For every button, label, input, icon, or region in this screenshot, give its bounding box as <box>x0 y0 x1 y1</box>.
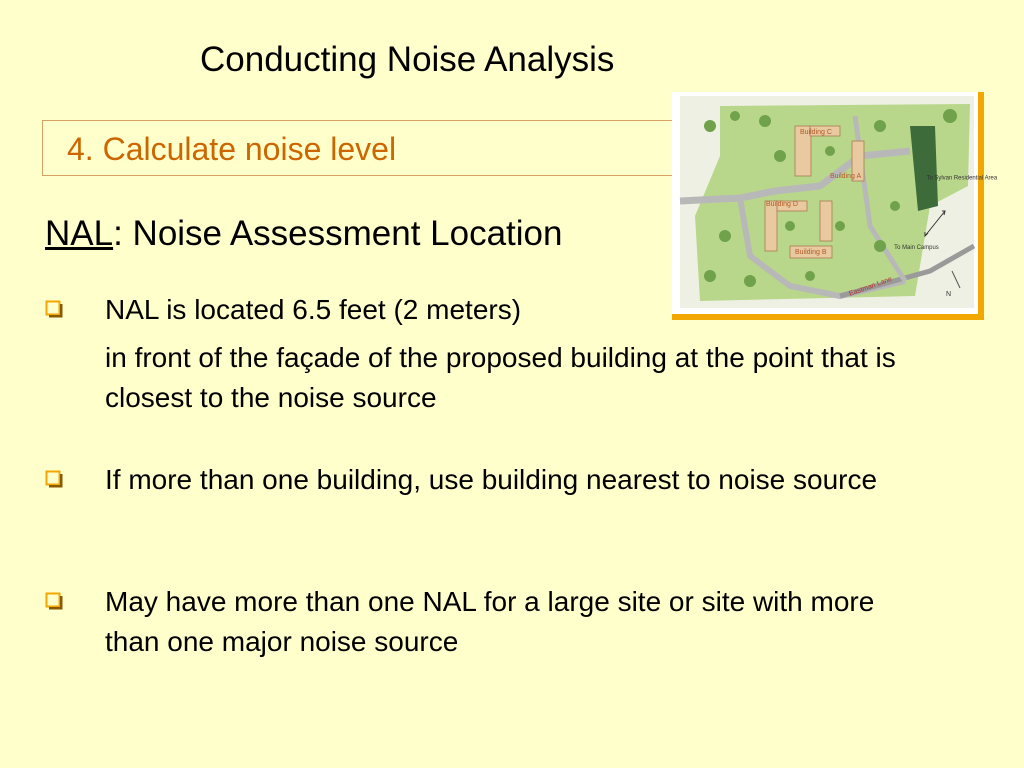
bullet-text-2: If more than one building, use building nearest to noise source <box>105 464 878 495</box>
bullet-text-1: NAL is located 6.5 feet (2 meters) <box>105 294 522 325</box>
north-label: N <box>946 291 952 298</box>
subtitle-text: 4. Calculate noise level <box>67 131 397 167</box>
building-d-label: Building D <box>766 201 798 208</box>
hollow-square-bullet-icon <box>45 300 63 318</box>
sylvan-label: To Sylvan Residential Area <box>926 175 998 182</box>
main-campus-label: To Main Campus <box>894 245 939 251</box>
bullet-text-3: May have more than one NAL for a large site or site with more than one major noise source <box>105 586 875 657</box>
hollow-square-bullet-icon <box>45 470 63 488</box>
building-c-label: Building C <box>800 129 832 136</box>
slide-title: Conducting Noise Analysis <box>200 40 615 79</box>
bullet-continuation-1: in front of the façade of the proposed building at the point that is closest to the noise source <box>105 342 896 413</box>
section-heading <box>45 214 563 254</box>
road-label: Eastman Lane <box>848 275 894 298</box>
heading-rest: : Noise Assessment Location <box>113 214 563 253</box>
heading-term: NAL <box>45 214 114 253</box>
site-plan-illustration <box>680 96 998 308</box>
hollow-square-bullet-icon <box>45 592 63 610</box>
site-map-image <box>672 92 998 320</box>
subtitle-box <box>42 120 702 176</box>
building-a-label: Building A <box>830 173 862 180</box>
building-b-label: Building B <box>795 249 827 256</box>
